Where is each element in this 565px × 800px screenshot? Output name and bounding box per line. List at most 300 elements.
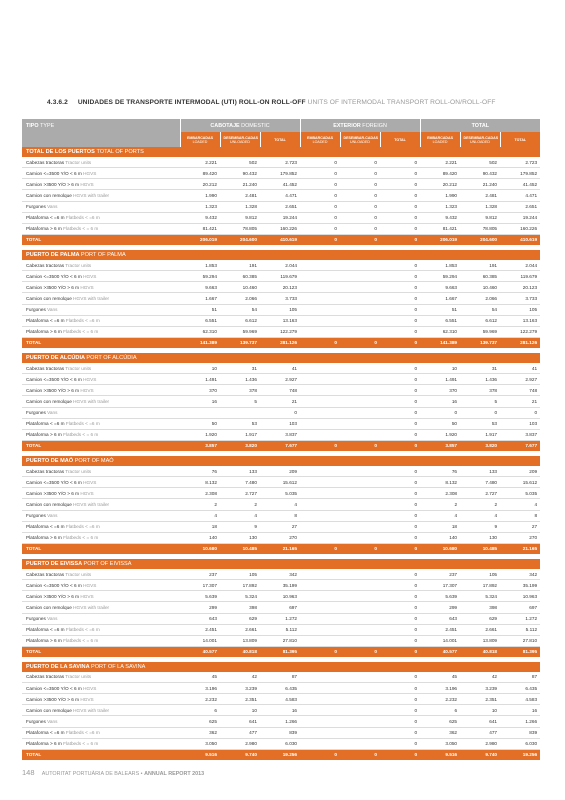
table-cell: 0 <box>380 613 420 624</box>
table-cell: 105 <box>500 304 540 315</box>
table-cell: 51 <box>420 304 460 315</box>
table-cell: 59.294 <box>180 271 220 282</box>
table-cell: 0 <box>380 385 420 396</box>
table-row <box>22 569 540 580</box>
row-label: Camion <=3500 Y/O < 6 m HGVS <box>22 374 180 385</box>
total-cell: 410.619 <box>500 234 540 245</box>
table-cell: 0 <box>380 532 420 543</box>
table-cell: 1.266 <box>500 716 540 727</box>
table-cell: 50 <box>420 418 460 429</box>
table-cell: 3.837 <box>260 429 300 440</box>
table-cell <box>180 407 220 418</box>
table-cell: 20.123 <box>260 282 300 293</box>
table-row <box>22 304 540 315</box>
footer-report-title: ANNUAL REPORT 2013 <box>144 771 205 777</box>
table-row <box>22 477 540 488</box>
table-cell: 1.990 <box>420 190 460 201</box>
table-cell: 87 <box>500 672 540 683</box>
total-cell: 21.165 <box>500 543 540 554</box>
row-label: Furgones Vans <box>22 613 180 624</box>
table-cell: 2.651 <box>260 201 300 212</box>
group-header-domestic: CABOTAJE DOMESTIC <box>180 119 300 132</box>
table-cell: 53 <box>220 418 260 429</box>
total-cell: 281.126 <box>260 337 300 348</box>
table-cell: 6 <box>180 705 220 716</box>
table-cell: 0 <box>340 179 380 190</box>
table-cell: 0 <box>380 672 420 683</box>
total-cell: 21.165 <box>260 543 300 554</box>
total-cell: 10.680 <box>420 543 460 554</box>
type-header: TIPO TYPE <box>22 119 180 132</box>
total-row <box>22 337 540 348</box>
section-header-row <box>22 147 540 157</box>
table-cell: 378 <box>220 385 260 396</box>
table-cell <box>340 418 380 429</box>
table-cell: 477 <box>220 727 260 738</box>
table-cell: 5.112 <box>260 624 300 635</box>
table-row <box>22 260 540 271</box>
table-cell: 10 <box>220 705 260 716</box>
footer-organization: AUTORITAT PORTUÀRIA DE BALEARS <box>41 771 140 777</box>
table-cell: 18 <box>180 521 220 532</box>
table-row <box>22 374 540 385</box>
table-cell: 0 <box>380 315 420 326</box>
table-cell: 5.035 <box>260 488 300 499</box>
table-cell: 41.452 <box>260 179 300 190</box>
table-cell: 2.221 <box>420 157 460 168</box>
row-label: Camion con remolque HGVS with trailer <box>22 499 180 510</box>
table-cell: 0 <box>380 705 420 716</box>
table-cell: 270 <box>500 532 540 543</box>
table-cell: 8 <box>260 510 300 521</box>
table-cell: 160.226 <box>260 223 300 234</box>
total-label: TOTAL <box>22 543 180 554</box>
table-cell: 5.324 <box>220 591 260 602</box>
section-header-row <box>22 559 540 569</box>
table-cell: 2.727 <box>220 488 260 499</box>
table-cell <box>340 304 380 315</box>
table-cell: 20.212 <box>420 179 460 190</box>
table-cell: 0 <box>420 407 460 418</box>
table-cell: 1.328 <box>460 201 500 212</box>
total-cell: 0 <box>340 337 380 348</box>
total-cell: 40.818 <box>460 646 500 657</box>
table-cell: 2.481 <box>460 190 500 201</box>
table-row <box>22 613 540 624</box>
table-row <box>22 705 540 716</box>
table-cell <box>300 385 340 396</box>
total-cell: 19.256 <box>500 749 540 760</box>
table-cell: 9.812 <box>220 212 260 223</box>
table-cell: 0 <box>340 190 380 201</box>
row-label: Camion con remolque HGVS with trailer <box>22 705 180 716</box>
total-cell: 19.256 <box>260 749 300 760</box>
table-cell: 13.809 <box>460 635 500 646</box>
table-cell: 1.917 <box>220 429 260 440</box>
table-cell: 370 <box>420 385 460 396</box>
table-cell <box>340 672 380 683</box>
table-cell: 51 <box>180 304 220 315</box>
table-cell: 342 <box>500 569 540 580</box>
table-cell: 15.612 <box>260 477 300 488</box>
table-cell <box>340 635 380 646</box>
footer-separator: • <box>140 771 143 777</box>
table-cell: 122.279 <box>260 326 300 337</box>
total-cell: 0 <box>340 543 380 554</box>
subheader-loaded: EMBARCADAS LOADED <box>180 132 220 147</box>
table-cell: 6.612 <box>460 315 500 326</box>
table-row <box>22 293 540 304</box>
table-cell: 0 <box>380 223 420 234</box>
table-cell: 81.421 <box>420 223 460 234</box>
table-cell: 502 <box>220 157 260 168</box>
table-cell: 629 <box>460 613 500 624</box>
table-cell: 17.307 <box>420 580 460 591</box>
table-cell: 5 <box>220 396 260 407</box>
table-cell: 179.852 <box>260 168 300 179</box>
subheader-loaded: EMBARCADAS LOADED <box>300 132 340 147</box>
table-cell: 0 <box>380 363 420 374</box>
row-label: Plataforma > 6 m Flatbeds < = 6 m <box>22 738 180 749</box>
row-label: Furgones Vans <box>22 510 180 521</box>
table-cell: 0 <box>380 326 420 337</box>
total-cell: 139.737 <box>220 337 260 348</box>
table-cell: 0 <box>380 429 420 440</box>
table-cell: 21.240 <box>220 179 260 190</box>
table-cell <box>300 418 340 429</box>
table-cell: 0 <box>380 293 420 304</box>
row-label: Camion con remolque HGVS with trailer <box>22 602 180 613</box>
table-cell <box>340 683 380 694</box>
table-cell: 398 <box>460 602 500 613</box>
subheader-unloaded: DESEMBAR-CADAS UNLOADED <box>340 132 380 147</box>
table-cell: 42 <box>460 672 500 683</box>
table-cell: 5.324 <box>460 591 500 602</box>
table-cell <box>340 591 380 602</box>
total-label: TOTAL <box>22 749 180 760</box>
total-cell: 9.516 <box>420 749 460 760</box>
table-cell: 362 <box>180 727 220 738</box>
table-cell: 130 <box>460 532 500 543</box>
total-cell: 206.019 <box>420 234 460 245</box>
table-cell: 27 <box>260 521 300 532</box>
row-label: Camion >3500 Y/O > 6 m HGVS <box>22 385 180 396</box>
table-cell: 0 <box>300 212 340 223</box>
table-cell: 0 <box>380 488 420 499</box>
table-cell: 2.927 <box>500 374 540 385</box>
table-cell <box>300 602 340 613</box>
table-cell: 2.727 <box>460 488 500 499</box>
table-cell <box>300 407 340 418</box>
table-cell: 0 <box>380 477 420 488</box>
table-cell: 6.612 <box>220 315 260 326</box>
total-cell: 40.577 <box>420 646 460 657</box>
table-row <box>22 532 540 543</box>
table-cell: 398 <box>220 602 260 613</box>
table-cell: 179.852 <box>500 168 540 179</box>
table-cell: 20.212 <box>180 179 220 190</box>
table-cell: 362 <box>420 727 460 738</box>
table-cell: 4 <box>460 510 500 521</box>
table-cell: 3.239 <box>460 683 500 694</box>
table-cell <box>300 271 340 282</box>
subheader-unloaded: DESEMBAR-CADAS UNLOADED <box>460 132 500 147</box>
table-cell: 21 <box>260 396 300 407</box>
table-cell: 89.420 <box>420 168 460 179</box>
table-cell: 4 <box>260 499 300 510</box>
total-cell: 0 <box>300 646 340 657</box>
section-title: TOTAL DE LOS PUERTOS TOTAL OF PORTS <box>22 147 540 157</box>
table-cell: 629 <box>220 613 260 624</box>
row-label: Camion >3500 Y/O > 6 m HGVS <box>22 282 180 293</box>
table-cell: 1.436 <box>460 374 500 385</box>
table-cell: 16 <box>500 705 540 716</box>
table-cell: 0 <box>380 499 420 510</box>
table-cell: 625 <box>180 716 220 727</box>
table-row <box>22 694 540 705</box>
table-cell <box>340 716 380 727</box>
row-label: Camion >3500 Y/O > 6 m HGVS <box>22 694 180 705</box>
table-cell: 41 <box>260 363 300 374</box>
row-label: Plataforma > 6 m Flatbeds < = 6 m <box>22 429 180 440</box>
table-row <box>22 591 540 602</box>
table-row <box>22 672 540 683</box>
table-cell <box>340 613 380 624</box>
table-cell: 59.969 <box>460 326 500 337</box>
table-cell: 0 <box>500 407 540 418</box>
row-label: Camion con remolque HGVS with trailer <box>22 396 180 407</box>
table-cell: 16 <box>260 705 300 716</box>
table-cell <box>300 716 340 727</box>
table-cell: 20.123 <box>500 282 540 293</box>
row-label: Plataforma < =6 m Flatbeds < =6 m <box>22 315 180 326</box>
table-row <box>22 326 540 337</box>
table-cell <box>300 727 340 738</box>
table-cell: 748 <box>500 385 540 396</box>
table-cell <box>300 738 340 749</box>
table-cell: 10.963 <box>500 591 540 602</box>
table-cell <box>340 385 380 396</box>
table-cell <box>300 396 340 407</box>
section-title: PUERTO DE MAÓ PORT OF MAÓ <box>22 456 540 466</box>
table-cell: 2 <box>220 499 260 510</box>
table-cell: 90.432 <box>220 168 260 179</box>
total-cell: 0 <box>380 543 420 554</box>
table-cell <box>340 499 380 510</box>
table-cell: 0 <box>380 374 420 385</box>
row-label: Plataforma > 6 m Flatbeds < = 6 m <box>22 326 180 337</box>
table-row <box>22 738 540 749</box>
table-row <box>22 602 540 613</box>
table-cell: 191 <box>220 260 260 271</box>
table-cell <box>340 624 380 635</box>
table-cell: 78.805 <box>220 223 260 234</box>
table-cell: 3.733 <box>500 293 540 304</box>
table-cell: 641 <box>460 716 500 727</box>
table-cell: 105 <box>260 304 300 315</box>
total-cell: 0 <box>380 646 420 657</box>
table-cell: 0 <box>380 260 420 271</box>
table-row <box>22 315 540 326</box>
table-row <box>22 190 540 201</box>
row-label: Camion >3500 Y/O > 6 m HGVS <box>22 488 180 499</box>
table-cell <box>340 260 380 271</box>
table-cell: 15.612 <box>500 477 540 488</box>
table-row <box>22 282 540 293</box>
table-cell: 19.244 <box>500 212 540 223</box>
total-cell: 141.389 <box>180 337 220 348</box>
subheader-blank <box>22 132 180 147</box>
table-cell: 2.232 <box>420 694 460 705</box>
row-label: Cabezas tractoras Tractor units <box>22 157 180 168</box>
subheader-unloaded: DESEMBAR-CADAS UNLOADED <box>220 132 260 147</box>
section-header-row <box>22 456 540 466</box>
table-row <box>22 396 540 407</box>
row-label: Cabezas tractoras Tractor units <box>22 363 180 374</box>
table-cell <box>300 499 340 510</box>
table-cell: 5 <box>460 396 500 407</box>
table-row <box>22 635 540 646</box>
total-cell: 410.619 <box>260 234 300 245</box>
table-cell: 42 <box>220 672 260 683</box>
table-cell: 3.050 <box>420 738 460 749</box>
total-cell: 9.740 <box>220 749 260 760</box>
table-cell: 378 <box>460 385 500 396</box>
total-row <box>22 234 540 245</box>
total-cell: 81.395 <box>500 646 540 657</box>
table-cell: 0 <box>300 223 340 234</box>
table-row <box>22 201 540 212</box>
table-cell: 0 <box>380 683 420 694</box>
table-cell: 59.969 <box>220 326 260 337</box>
table-cell <box>340 738 380 749</box>
total-cell: 10.680 <box>180 543 220 554</box>
table-cell: 2 <box>420 499 460 510</box>
table-cell: 3.837 <box>500 429 540 440</box>
table-cell: 0 <box>380 510 420 521</box>
table-cell: 9.663 <box>420 282 460 293</box>
table-cell: 697 <box>260 602 300 613</box>
section-number: 4.3.6.2 <box>47 99 68 106</box>
table-cell: 122.279 <box>500 326 540 337</box>
total-label: TOTAL <box>22 646 180 657</box>
table-cell: 140 <box>420 532 460 543</box>
table-cell: 10 <box>460 705 500 716</box>
table-cell <box>340 326 380 337</box>
table-cell: 4.583 <box>500 694 540 705</box>
table-cell: 21 <box>500 396 540 407</box>
table-cell: 2.351 <box>460 694 500 705</box>
table-cell: 1.328 <box>220 201 260 212</box>
table-row <box>22 716 540 727</box>
table-cell <box>340 705 380 716</box>
row-label: Cabezas tractoras Tractor units <box>22 260 180 271</box>
table-cell: 9.432 <box>420 212 460 223</box>
table-cell: 0 <box>380 466 420 477</box>
table-cell: 4 <box>220 510 260 521</box>
table-cell <box>340 466 380 477</box>
table-cell: 76 <box>180 466 220 477</box>
table-row <box>22 179 540 190</box>
table-cell: 2 <box>460 499 500 510</box>
table-cell: 0 <box>380 304 420 315</box>
table-cell <box>300 260 340 271</box>
table-cell: 10.460 <box>220 282 260 293</box>
table-cell: 31 <box>220 363 260 374</box>
table-cell: 9.432 <box>180 212 220 223</box>
table-cell: 13.163 <box>500 315 540 326</box>
table-cell: 209 <box>500 466 540 477</box>
table-row <box>22 212 540 223</box>
table-cell <box>340 315 380 326</box>
table-cell: 54 <box>220 304 260 315</box>
table-cell: 6.551 <box>180 315 220 326</box>
table-cell <box>300 466 340 477</box>
table-cell: 643 <box>420 613 460 624</box>
table-cell: 0 <box>380 282 420 293</box>
table-cell: 209 <box>260 466 300 477</box>
total-cell: 9.516 <box>180 749 220 760</box>
table-cell: 6.030 <box>500 738 540 749</box>
table-cell: 10 <box>180 363 220 374</box>
table-cell: 50 <box>180 418 220 429</box>
table-cell: 0 <box>300 190 340 201</box>
table-cell: 9.812 <box>460 212 500 223</box>
table-cell: 59.294 <box>420 271 460 282</box>
table-cell: 4 <box>420 510 460 521</box>
table-cell <box>340 694 380 705</box>
table-cell: 5.639 <box>420 591 460 602</box>
table-cell <box>300 635 340 646</box>
table-cell: 1.491 <box>180 374 220 385</box>
table-cell: 748 <box>260 385 300 396</box>
table-cell: 3.196 <box>180 683 220 694</box>
total-cell: 0 <box>380 749 420 760</box>
table-cell: 14.001 <box>180 635 220 646</box>
table-cell: 10 <box>420 363 460 374</box>
table-cell: 0 <box>380 580 420 591</box>
table-cell: 81.421 <box>180 223 220 234</box>
total-cell: 0 <box>340 749 380 760</box>
table-cell: 53 <box>460 418 500 429</box>
table-cell: 2.308 <box>420 488 460 499</box>
table-row <box>22 580 540 591</box>
total-cell: 3.857 <box>180 440 220 451</box>
table-cell: 2.232 <box>180 694 220 705</box>
table-cell: 105 <box>220 569 260 580</box>
table-row <box>22 521 540 532</box>
table-cell: 6.435 <box>500 683 540 694</box>
section-title: PUERTO DE EIVISSA PORT OF EIVISSA <box>22 559 540 569</box>
table-cell: 0 <box>380 179 420 190</box>
table-row <box>22 385 540 396</box>
total-cell: 0 <box>380 234 420 245</box>
table-row <box>22 429 540 440</box>
table-cell <box>340 282 380 293</box>
table-cell <box>300 326 340 337</box>
table-cell: 0 <box>380 521 420 532</box>
table-cell: 60.385 <box>460 271 500 282</box>
table-cell: 2.661 <box>220 624 260 635</box>
table-row <box>22 727 540 738</box>
table-cell: 6 <box>420 705 460 716</box>
table-cell: 2.651 <box>500 201 540 212</box>
total-cell: 0 <box>340 440 380 451</box>
section-header-row <box>22 662 540 672</box>
table-cell: 1.491 <box>420 374 460 385</box>
table-cell: 105 <box>460 569 500 580</box>
total-label: TOTAL <box>22 234 180 245</box>
